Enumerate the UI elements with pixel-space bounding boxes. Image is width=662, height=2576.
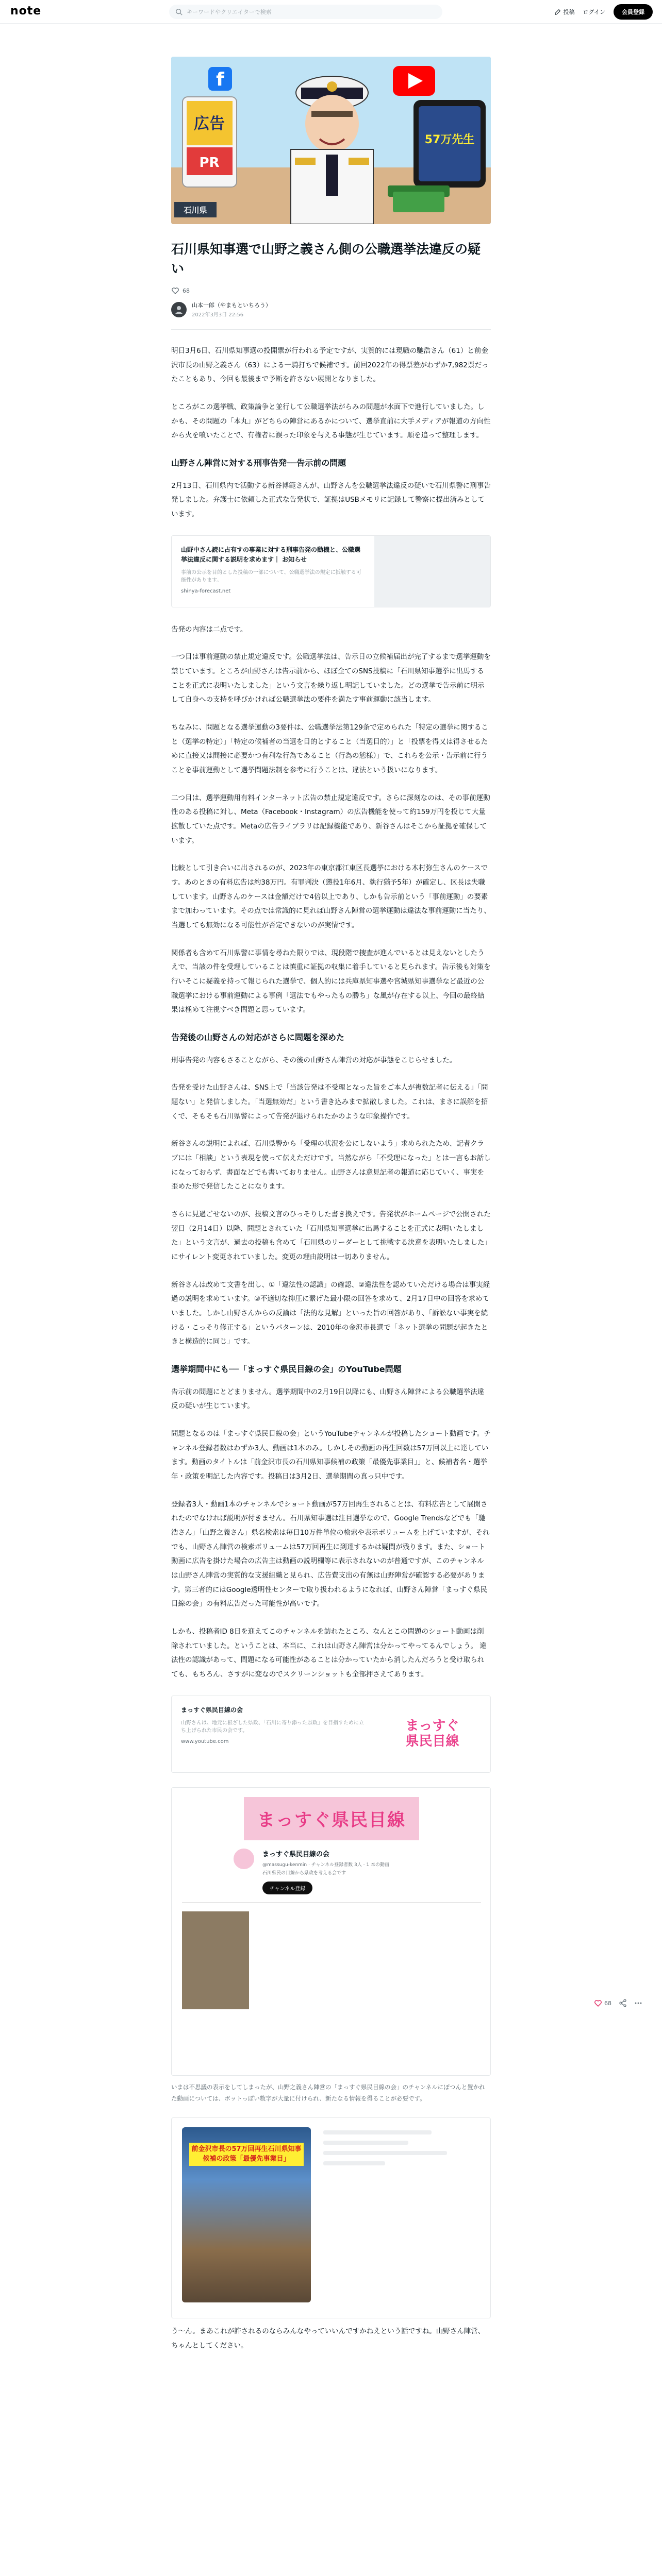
hero-illustration xyxy=(171,57,491,224)
paragraph: 一つ目は事前運動の禁止規定違反です。公職選挙法は、告示日の立候補届出が完了するまで選挙運動を禁じています。ところが山野さんは告示前から、ほぼ全てのSNS投稿に「石川県知事選挙に出馬することを正式に表明いたしました」という文言を繰り返し明記していました。どの選挙で告示前に明示して自身への支持を呼びかければ公職選挙法の要件を満たす事前運動に該当します。 xyxy=(171,653,491,704)
link-card-title: 山野中さん読に占有すの事業に対する刑事告発の動機と、公職選挙法違反に関する説明を求めます｜ お知らせ xyxy=(181,546,361,563)
section-heading: 山野さん陣営に対する刑事告発──告示前の問題 xyxy=(171,458,346,468)
youtube-link-card[interactable] xyxy=(171,1696,491,1773)
pencil-icon xyxy=(554,9,561,15)
paragraph: 2月13日、石川県内で活動する新谷博範さんが、山野さんを公職選挙法違反の疑いで石川県警に刑事告発しました。弁護士に依頼した正式な告発状で、証拠はUSBメモリに記録して警察に提出済みとしています。 xyxy=(171,481,491,518)
video-details xyxy=(311,2118,490,2318)
image-caption: いまは不思議の表示をしてしまったが、山野之義さん陣営の「まっすぐ県民目線の会」のチャンネルにぽつんと置かれた動画については、ボットっぽい数字が大量に付けられ、新たなる情報を得ることが必要です。 xyxy=(171,2083,485,2102)
channel-description: 石川県民の目線から県政を考える会です xyxy=(262,1870,346,1876)
hero-name-tag: 石川県 xyxy=(184,206,207,215)
more-icon xyxy=(634,1999,642,2007)
link-card-domain: www.youtube.com xyxy=(181,1738,229,1744)
post-label: 投稿 xyxy=(563,9,575,15)
person-icon xyxy=(174,305,184,314)
section-heading: 告発後の山野さんの対応がさらに問題を深めた xyxy=(171,1032,345,1043)
search-input[interactable] xyxy=(187,9,434,15)
paragraph: 告発を受けた山野さんは、SNS上で「当該告発は不受理となった旨をご本人が複数記者に伝える」「問題ない」と発信しました。「当選無効だ」という書き込みまで拡散しました。これは、まさに誤解を招くで、そもそも石川県警によって告発が退けられたかのような印象操作です。 xyxy=(171,1083,488,1121)
paragraph: 新谷さんの説明によれば、石川県警から「受理の状況を公にしないよう」求められたため、記者クラブには「相談」という表現を使って伝えただけです。当然ながら「不受理になった」とは一言もお話しになっておらず、書面などでも書いておりません。山野さんは意見記者の報道に応じていく、事実を歪めた形で発信したことになります。 xyxy=(171,1140,491,1191)
svg-text:f: f xyxy=(216,69,224,90)
share-button[interactable] xyxy=(619,1999,627,2007)
paragraph: う〜ん。まあこれが許されるのならみんなやっていいんですかねえという話ですね。山野さん陣営、ちゃんとしてください。 xyxy=(171,2327,485,2350)
banner-text: まっすぐ県民目線 xyxy=(257,1810,406,1831)
hero-image xyxy=(171,57,491,224)
paragraph: さらに見過ごせないのが、投稿文言のひっそりした書き換えです。告発状がホームページで公開された翌日（2月14日）以降、問題とされていた「石川県知事選挙に出馬することを正式に表明いたしました」という文言が、過去の投稿も含めて「石川県のリーダーとして挑戦する決意を表明いたしました」にサイレント変更されていました。変更の理由説明は一切ありません。 xyxy=(171,1210,491,1262)
paragraph: 関係者も含めて石川県警に事情を尋ねた限りでは、現段階で捜査が進んでいるとは見えないとしたうえで、当該の件を受理していることは慎重に証拠の収集に着手していると見られます。告示後も対策を行いそこに疑義を持って報じられた選挙で、個人的には兵庫県知事選や宮城県知事選挙など最近の公職選挙における事前運動による事例「選法でもやったもの勝ち」な風が存在する以上、今回の最終結果は極めて注視すべき問題と思っています。 xyxy=(171,948,491,1014)
login-label: ログイン xyxy=(583,9,605,15)
floating-like-button[interactable] xyxy=(594,1999,611,2007)
heart-icon xyxy=(594,1999,602,2007)
more-button[interactable] xyxy=(634,1999,642,2007)
paragraph: 登録者3人・動画1本のチャンネルでショート動画が57万回再生されることは、有料広告として展開されたのでなければ説明が付きません。石川県知事選は注目選挙なので、Google Trendsなどでも「馳浩さん」「山野之義さん」県名検索は毎日10万件単位の検索や表示ボリュームを上げていますが、それでも、山野さん陣営の検索ボリュームは57万回再生に到達するかは疑問が残ります。また、ショート動画に広告を掛けた場合の広告主は動画の説明欄等に表示されないのが普通ですが、このチャンネルは山野さん陣営の実質的な支援組織と見られ、広告費支出の有無は山野陣営が確認する必要があります。第三者的にはGoogle透明性センターで取り扱われるようになれば、山野さん陣営「まっすぐ県民目線の会」の有料広告だった可能性が高いです。 xyxy=(171,1500,490,1608)
divider xyxy=(171,329,491,330)
heart-icon xyxy=(171,286,179,295)
like-row[interactable] xyxy=(171,286,491,295)
badge-line: まっすぐ xyxy=(405,1718,459,1734)
paragraph: ちなみに、問題となる選挙運動の3要件は、公職選挙法第129条で定められた「特定の選挙に関すること（選挙の特定）」「特定の候補者の当選を目的とすること（当選目的）」と「投票を得又は得させるために直接又は間接に必要かつ有利な行為であること（行為の態様）」で、これらを公示・告示前に行うことを事前運動として選挙問題法制を参考に行うことは、違法という扱いになります。 xyxy=(171,723,488,775)
section-heading: 選挙期間中にも──「まっすぐ県民目線の会」のYouTube問題 xyxy=(171,1364,402,1375)
paragraph: 比較として引き合いに出されるのが、2023年の東京都江東区長選挙における木村弥生さんのケースです。あのときの有料広告は約38万円。有罪判決（懲役1年6月、執行猶予5年）が確定し、区長は失職しています。山野さんのケースは金額だけで4倍以上であり、しかも告示前という「事前運動」の要素まで加わっています。その点では常識的に見れば山野さん陣営の選挙運動は違法な事前運動に当たり、当選しても無効になる可能性が否定できないのが実情です。 xyxy=(171,864,491,930)
search-icon xyxy=(175,8,183,15)
link-card-title: まっすぐ県民目線の会 xyxy=(181,1706,243,1714)
paragraph: ところがこの選挙戦、政策論争と並行して公職選挙法がらみの問題が水面下で進行していました。しかも、その問題の「本丸」がどちらの陣営にあるかについて、選挙直前に大手メディアが報道の方向性から火を噴いたことで、有権者に誤った印象を与える事態が生じています。順を追って整理します。 xyxy=(171,403,491,440)
channel-screenshot xyxy=(171,1787,491,2076)
site-header xyxy=(0,0,662,24)
hero-ad-text: 広告 xyxy=(194,115,225,133)
link-card-thumbnail xyxy=(374,536,490,607)
channel-meta: @massugu-kenmin · チャンネル登録者数 3人 · 1 本の動画 xyxy=(262,1862,389,1868)
hero-phone-text: 57万先生 xyxy=(424,133,475,146)
paragraph: 刑事告発の内容もさることながら、その後の山野さん陣営の対応が事態をこじらせました。 xyxy=(171,1056,457,1064)
search-bar[interactable] xyxy=(169,5,442,19)
paragraph: 明日3月6日、石川県知事選の投開票が行われる予定ですが、実質的には現職の馳浩さん（61）と前金沢市長の山野之義さん（63）による一騎打ちで候補です。前回2022年の得票差がわずか7,982票だったこともあり、今回も最後まで予断を許さない展開となりました。 xyxy=(171,347,489,384)
paragraph: 告示前の問題にとどまりません。選挙期間中の2月19日以降にも、山野さん陣営による公職選挙法違反の疑いが生じています。 xyxy=(171,1387,485,1411)
link-card-description: 山野さんは、地元に根ざした県政、「石川に寄り添った県政」を目指すために立ち上げられた市民の会です。 xyxy=(181,1720,364,1734)
link-card[interactable] xyxy=(171,535,491,607)
paragraph: 問題となるのは「まっすぐ県民目線の会」というYouTubeチャンネルが投稿したショート動画です。チャンネル登録者数はわずか3人、動画は1本のみ。しかしその動画の再生回数は57万回以上に達しています。動画のタイトルは「前金沢市長の石川県知事候補の政策「最優先事業目」」と、候補者名・選挙年・政策を明記した内容です。投稿日は3月2日、選挙期間の真っ只中です。 xyxy=(171,1430,491,1481)
link-card-description: 事前の公示を目的とした投稿の一部について、公職選挙法の規定に抵触する可能性があります。 xyxy=(181,570,361,584)
paragraph: 新谷さんは改めて文書を出し、①「違法性の認識」の確認、②違法性を認めていただける場合は事実経過の説明を求めています。③不適切な抑圧に繋げた最小限の回答を求めて、2月17日中の回答を求めていました。しかし山野さんからの反論は「法的な見解」といった旨の回答があり、「訴訟ない事実を続ける・こっそり修正する」というパターンは、2010年の金沢市長選で「ネット選挙の問題が起きたときと構造的に同じ」です。 xyxy=(171,1280,490,1346)
post-date: 2022年3月3日 22:56 xyxy=(192,312,244,318)
author-name[interactable]: 山本一郎（やまもといちろう） xyxy=(192,302,271,309)
video-screenshot xyxy=(171,2117,491,2318)
tabs-divider xyxy=(182,1902,481,1903)
post-button[interactable] xyxy=(554,8,575,16)
short-video-frame xyxy=(182,2127,311,2302)
paragraph: 二つ目は、選挙運動用有料インターネット広告の禁止規定違反です。さらに深刻なのは、その事前運動性のある投稿に対し、Meta（Facebook・Instagram）の広告機能を使って約159万円を投じて大量拡散していた点です。Metaの広告ライブラリは記録機能であり、新谷さんはそこから証拠を確保しています。 xyxy=(171,793,490,845)
signup-button[interactable]: 会員登録 xyxy=(614,4,653,20)
note-logo[interactable]: note xyxy=(10,5,42,18)
paragraph: しかも、投稿者ID 8日を迎えてこのチャンネルを訪れたところ、なんとこの問題のショート動画は削除されていました。ということは、本当に、これは山野さん陣営は分かってやってるんでしょう。 違法性の認識があって、問題になる可能性があることは分かっていたから消したんだろうと受け取られても、もちろん、さすがに変なのでスクリーンショットも全部押さえてあります。 xyxy=(171,1628,487,1679)
video-thumbnail xyxy=(182,1911,249,2009)
share-icon xyxy=(619,1999,627,2007)
like-count: 68 xyxy=(183,287,190,294)
article xyxy=(171,57,491,2367)
hero-pr-text: PR xyxy=(199,155,220,171)
link-card-domain: shinya-forecast.net xyxy=(181,588,231,595)
author-avatar[interactable] xyxy=(171,302,187,317)
badge-line: 県民目線 xyxy=(405,1733,459,1749)
article-title: 石川県知事選で山野之義さん側の公職選挙法違反の疑い xyxy=(171,242,481,276)
channel-name: まっすぐ県民目線の会 xyxy=(262,1850,330,1858)
video-caption: 前金沢市長の57万回再生石川県知事候補の政策「最優先事業目」 xyxy=(189,2143,304,2165)
author-block[interactable] xyxy=(171,301,491,318)
channel-banner xyxy=(244,1797,419,1840)
channel-avatar xyxy=(233,1848,255,1870)
floating-like-count: 68 xyxy=(604,1999,611,2007)
login-link[interactable] xyxy=(583,8,605,16)
link-card-thumbnail xyxy=(374,1696,490,1772)
paragraph: 告発の内容は二点です。 xyxy=(171,625,247,634)
subscribe-button: チャンネル登録 xyxy=(262,1882,312,1894)
floating-actions xyxy=(594,1999,642,2007)
